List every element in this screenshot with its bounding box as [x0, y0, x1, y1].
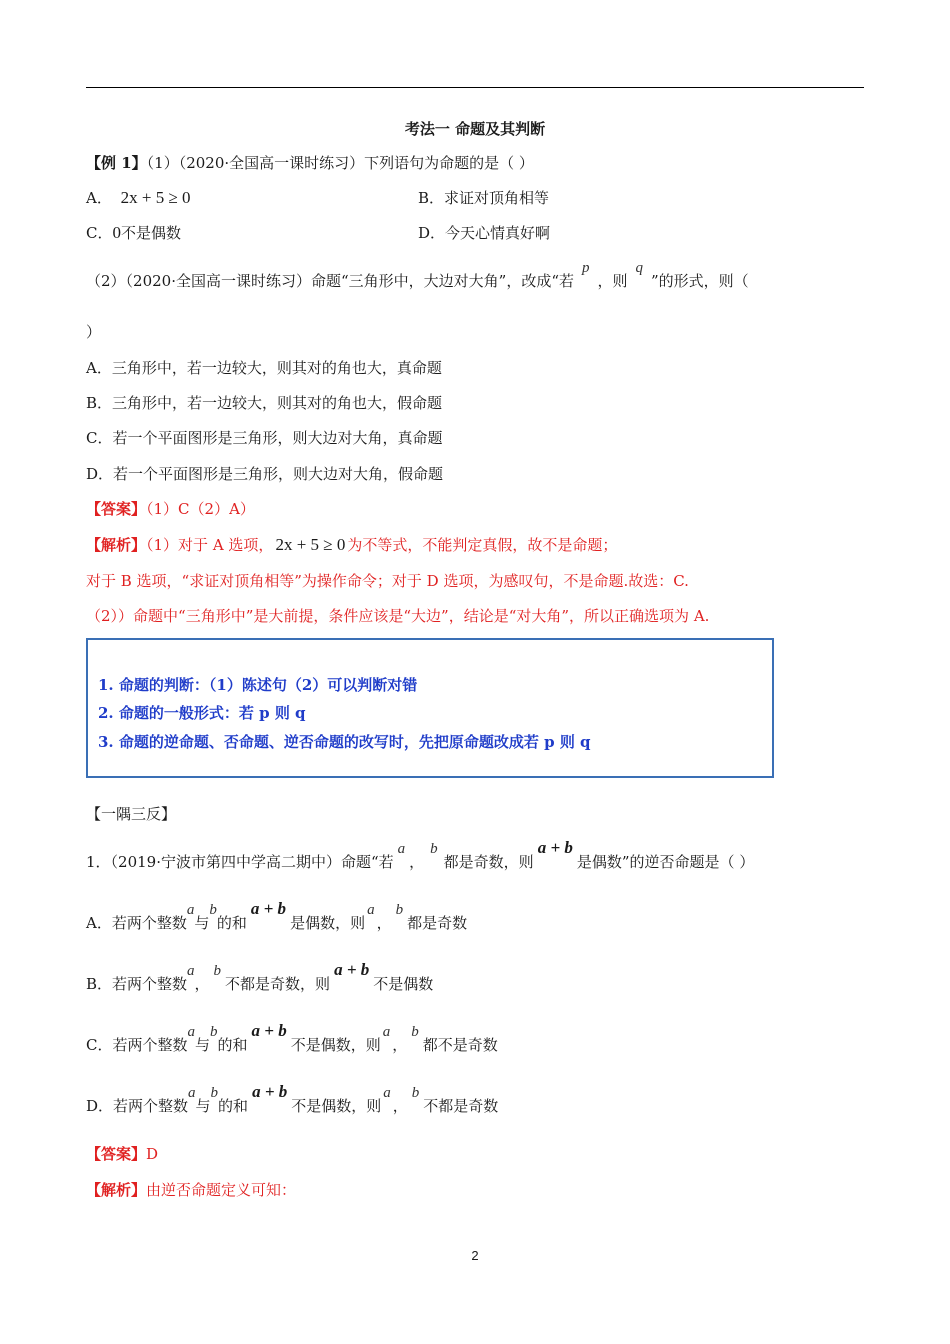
- q2-option-b: B．三角形中，若一边较大，则其对的角也大，假命题: [86, 394, 443, 412]
- var-a: a: [382, 1024, 391, 1040]
- opt-text: 是偶数，则: [290, 914, 366, 932]
- example-1-analysis-1: [86, 535, 617, 555]
- practice-q-text-a: 1．（2019·宁波市第四中学高二期中）命题“若: [86, 853, 394, 871]
- var-a: a: [186, 902, 195, 918]
- practice-answer: [86, 1144, 158, 1164]
- sum-a-plus-b: a + b: [251, 1021, 287, 1040]
- practice-q-text-c: 都是奇数，则: [443, 853, 534, 871]
- tip-item: 1. 命题的判断：（1）陈述句（2）可以判断对错: [98, 676, 418, 694]
- tip-item: 3. 命题的逆命题、否命题、逆否命题的改写时，先把原命题改成若 p 则 q: [98, 733, 591, 751]
- option-a-label: A．: [86, 189, 112, 207]
- example-1-question-1: [86, 153, 534, 173]
- opt-text: ，: [376, 914, 392, 932]
- opt-text: D．若两个整数: [86, 1097, 189, 1115]
- var-a: a: [188, 1085, 196, 1101]
- var-b: b: [411, 1085, 420, 1101]
- opt-text: 不是偶数，则: [290, 1036, 381, 1054]
- opt-text: 都不是奇数: [422, 1036, 498, 1054]
- analysis-text: 由逆否命题定义可知：: [146, 1181, 297, 1199]
- var-a: a: [187, 963, 195, 979]
- analysis-label: 【解析】: [86, 1181, 147, 1199]
- sum-a-plus-b: a + b: [250, 899, 287, 918]
- option-c-text: 不是偶数: [120, 224, 181, 242]
- opt-text: ，: [194, 975, 210, 993]
- var-q: q: [635, 260, 644, 276]
- example-1-answer: [86, 499, 255, 519]
- var-b: b: [411, 1024, 419, 1040]
- var-b: b: [210, 1024, 218, 1040]
- header-rule: [86, 87, 864, 88]
- var-b: b: [430, 841, 438, 857]
- analysis-label: 【解析】: [86, 536, 147, 554]
- var-a: a: [367, 902, 375, 918]
- answer-text: D: [146, 1145, 159, 1163]
- analysis-math: 2x + 5 ≥ 0: [275, 535, 346, 554]
- option-b: B．求证对顶角相等: [418, 189, 550, 207]
- example-1-analysis-3: （2））命题中“三角形中”是大前提，条件应该是“大边”，结论是“对大角”，所以正确选项为 A.: [86, 607, 710, 625]
- var-b: b: [395, 902, 404, 918]
- opt-text: B．若两个整数: [86, 975, 188, 993]
- practice-q-text-b: ，: [409, 853, 425, 871]
- question-2-text-a: （2）（2020·全国高一课时练习）命题“三角形中，大边对大角”，改成“若: [86, 272, 574, 290]
- opt-text: 不是偶数: [373, 975, 434, 993]
- answer-label: 【答案】: [86, 1145, 147, 1163]
- tip-item: 2. 命题的一般形式：若 p 则 q: [98, 704, 306, 722]
- example-1-question-2: [86, 260, 749, 292]
- option-a-math: 2x + 5 ≥ 0: [120, 188, 191, 207]
- sum-a-plus-b: a + b: [252, 1082, 288, 1101]
- opt-text: 与: [194, 1036, 210, 1054]
- var-b: b: [213, 963, 222, 979]
- practice-option-a: [86, 899, 468, 934]
- practice-analysis: [86, 1180, 296, 1200]
- example-label: 【例 1】: [86, 154, 147, 172]
- question-2-text-c: ”的形式，则（: [651, 272, 749, 290]
- var-a: a: [383, 1085, 391, 1101]
- var-b: b: [209, 902, 217, 918]
- question-2-text-b: ，则: [597, 272, 628, 290]
- opt-text: 与: [195, 1097, 211, 1115]
- q2-option-c: C．若一个平面图形是三角形，则大边对大角，真命题: [86, 429, 443, 447]
- opt-text: C．若两个整数: [86, 1036, 188, 1054]
- opt-text: A．若两个整数: [86, 914, 187, 932]
- opt-text: 与: [194, 914, 210, 932]
- practice-q-text-d: 是偶数”的逆否命题是（ ）: [576, 853, 755, 871]
- opt-text: 不是偶数，则: [291, 1097, 382, 1115]
- var-a: a: [187, 1024, 195, 1040]
- example-1-analysis-2: 对于 B 选项，“求证对顶角相等”为操作命令；对于 D 选项，为感叹句，不是命题.故选：C.: [86, 572, 689, 590]
- opt-text: 的和: [218, 1097, 249, 1115]
- var-b: b: [210, 1085, 219, 1101]
- opt-text: ，: [392, 1036, 408, 1054]
- question-2-close: ）: [86, 323, 102, 341]
- sum-a-plus-b: a + b: [537, 838, 573, 857]
- practice-option-d: [86, 1082, 499, 1117]
- practice-option-c: [86, 1021, 498, 1056]
- analysis-text-a: （1）对于 A 选项，: [146, 536, 274, 554]
- opt-text: 都是奇数: [407, 914, 468, 932]
- q2-option-d: D．若一个平面图形是三角形，则大边对大角，假命题: [86, 465, 444, 483]
- tips-box: [86, 638, 774, 778]
- practice-option-b: [86, 960, 434, 995]
- practice-question-1: [86, 838, 755, 873]
- options-row-cd: [86, 223, 786, 243]
- analysis-text-b: 为不等式，不能判定真假，故不是命题；: [347, 536, 618, 554]
- page-number: 2: [471, 1248, 479, 1263]
- opt-text: ，: [392, 1097, 408, 1115]
- option-c-label: C．: [86, 224, 113, 242]
- q2-option-a: A．三角形中，若一边较大，则其对的角也大，真命题: [86, 359, 442, 377]
- sum-a-plus-b: a + b: [334, 960, 370, 979]
- practice-heading: 【一隅三反】: [86, 805, 177, 823]
- opt-text: 不都是奇数，则: [225, 975, 331, 993]
- opt-text: 的和: [216, 914, 247, 932]
- section-title: 考法一 命题及其判断: [404, 120, 546, 138]
- answer-text: （1）C（2）A）: [146, 500, 255, 518]
- option-c-math: 0: [112, 223, 121, 242]
- var-p: p: [582, 260, 590, 276]
- question-text: （1）（2020·全国高一课时练习）下列语句为命题的是（ ）: [146, 154, 534, 172]
- options-row-ab: [86, 188, 786, 208]
- option-d: D．今天心情真好啊: [418, 224, 551, 242]
- opt-text: 不都是奇数: [423, 1097, 499, 1115]
- answer-label: 【答案】: [86, 500, 147, 518]
- var-a: a: [397, 841, 406, 857]
- opt-text: 的和: [217, 1036, 248, 1054]
